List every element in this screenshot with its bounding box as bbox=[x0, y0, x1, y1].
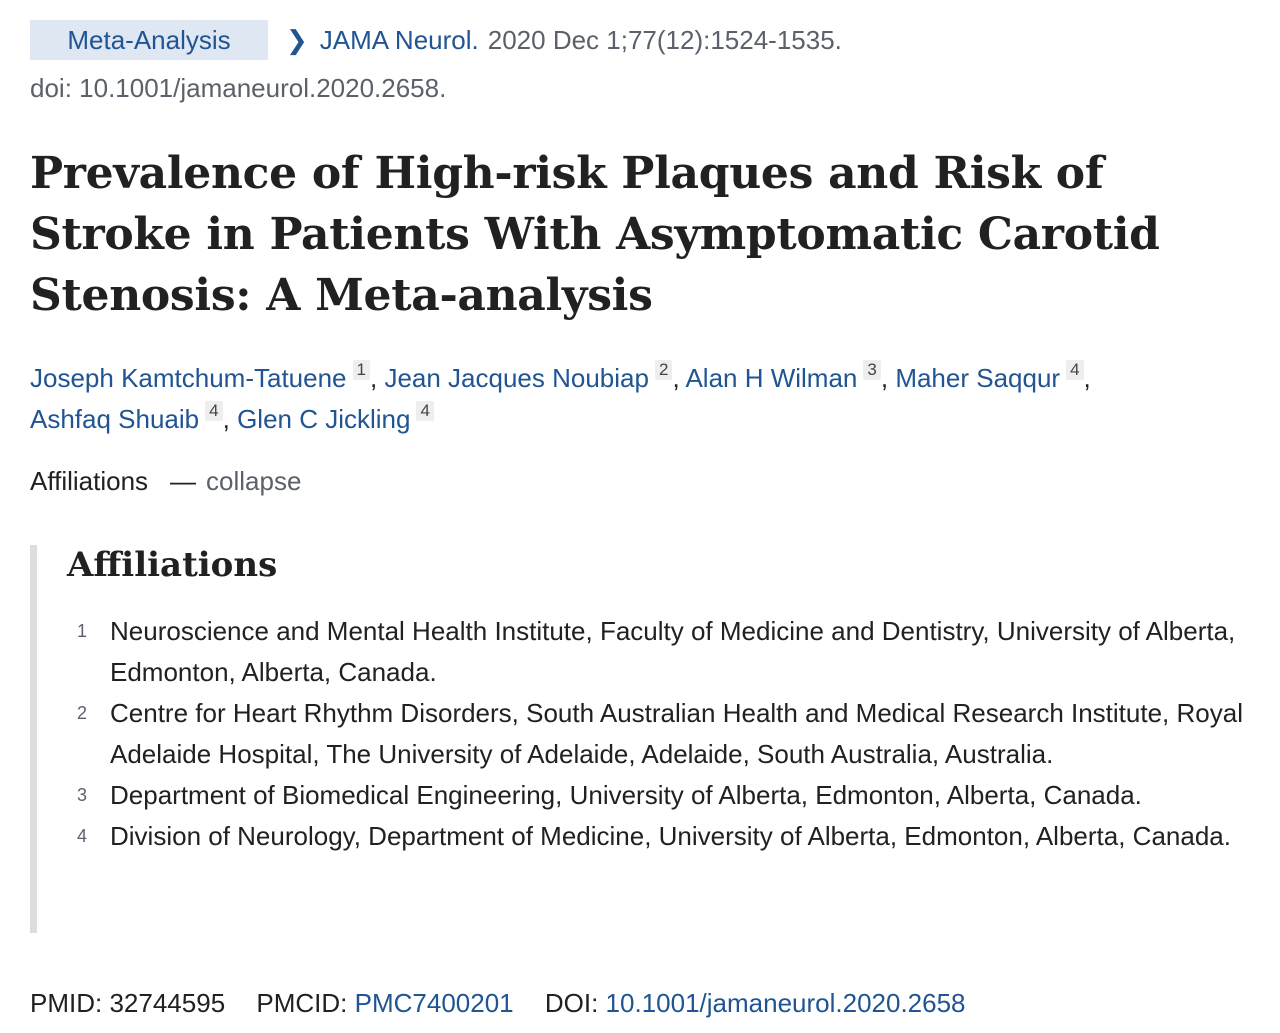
affiliation-number: 4 bbox=[77, 826, 88, 846]
pmid-value: 32744595 bbox=[109, 988, 226, 1018]
author-link[interactable]: Joseph Kamtchum-Tatuene bbox=[30, 363, 347, 393]
affiliation-item bbox=[37, 775, 1272, 816]
affiliation-item bbox=[37, 611, 1272, 693]
collapse-link[interactable]: collapse bbox=[206, 466, 302, 496]
affiliations-panel bbox=[30, 545, 1277, 933]
author-link[interactable]: Ashfaq Shuaib bbox=[30, 404, 200, 434]
affiliations-heading: Affiliations bbox=[67, 545, 278, 585]
pmcid-label: PMCID: bbox=[256, 988, 348, 1018]
affiliation-ref[interactable]: 2 bbox=[655, 360, 672, 380]
doi-label: DOI: bbox=[544, 988, 599, 1018]
pmcid-link[interactable]: PMC7400201 bbox=[354, 988, 514, 1018]
affiliation-text: Neuroscience and Mental Health Institute, Faculty of Medicine and Dentistry, University of Alberta, Edmonton, Alberta, Canada. bbox=[110, 616, 1236, 687]
doi-line: doi: 10.1001/jamaneurol.2020.2658. bbox=[30, 73, 447, 103]
affiliation-ref[interactable]: 4 bbox=[205, 401, 222, 421]
affiliation-ref[interactable]: 4 bbox=[416, 401, 433, 421]
author-link[interactable]: Glen C Jickling bbox=[237, 404, 411, 434]
affiliation-ref[interactable]: 4 bbox=[1066, 360, 1083, 380]
chevron-right-icon[interactable]: ❯ bbox=[286, 24, 308, 55]
affiliation-ref[interactable]: 3 bbox=[863, 360, 880, 380]
affiliation-item bbox=[37, 816, 1272, 857]
journal-citation bbox=[286, 25, 842, 56]
authors-list: Joseph Kamtchum-Tatuene 1 , Jean Jacques Noubiap 2 , Alan H Wilman 3 , Maher Saqqur 4 , Ashfaq Shuaib 4 , Glen C Jickling 4 bbox=[30, 360, 1091, 434]
citation-details: 2020 Dec 1;77(12):1524-1535. bbox=[487, 24, 842, 55]
affiliations-toggle-label: Affiliations bbox=[30, 466, 149, 496]
affiliation-number: 2 bbox=[77, 703, 88, 723]
author-link[interactable]: Maher Saqqur bbox=[895, 363, 1061, 393]
journal-link[interactable]: JAMA Neurol. bbox=[319, 24, 479, 55]
affiliation-number: 1 bbox=[77, 621, 88, 641]
affiliations-list bbox=[37, 611, 1272, 857]
affiliations-toggle[interactable] bbox=[30, 466, 301, 497]
affiliation-number: 3 bbox=[77, 785, 88, 805]
affiliation-item bbox=[37, 693, 1272, 775]
author-link[interactable]: Alan H Wilman bbox=[685, 363, 858, 393]
affiliation-ref[interactable]: 1 bbox=[353, 360, 370, 380]
affiliation-text: Centre for Heart Rhythm Disorders, South Australian Health and Medical Research Institute, Royal Adelaide Hospital, The University of Adelaide, Adelaide, South Australia, Australia. bbox=[110, 698, 1243, 769]
affiliation-text: Department of Biomedical Engineering, University of Alberta, Edmonton, Alberta, Canada. bbox=[110, 780, 1142, 810]
pmid-label: PMID: bbox=[30, 988, 103, 1018]
citation-header bbox=[30, 20, 842, 60]
affiliation-text: Division of Neurology, Department of Medicine, University of Alberta, Edmonton, Alberta, Canada. bbox=[110, 821, 1231, 851]
dash-icon: — bbox=[170, 466, 197, 496]
publication-type-badge[interactable]: Meta-Analysis bbox=[30, 20, 268, 60]
author-link[interactable]: Jean Jacques Noubiap bbox=[384, 363, 649, 393]
article-identifiers bbox=[30, 985, 966, 1021]
article-title: Prevalence of High-risk Plaques and Risk of Stroke in Patients With Asymptomatic Carotid Stenosis: A Meta-analysis bbox=[30, 148, 1160, 321]
doi-link[interactable]: 10.1001/jamaneurol.2020.2658 bbox=[605, 988, 966, 1018]
